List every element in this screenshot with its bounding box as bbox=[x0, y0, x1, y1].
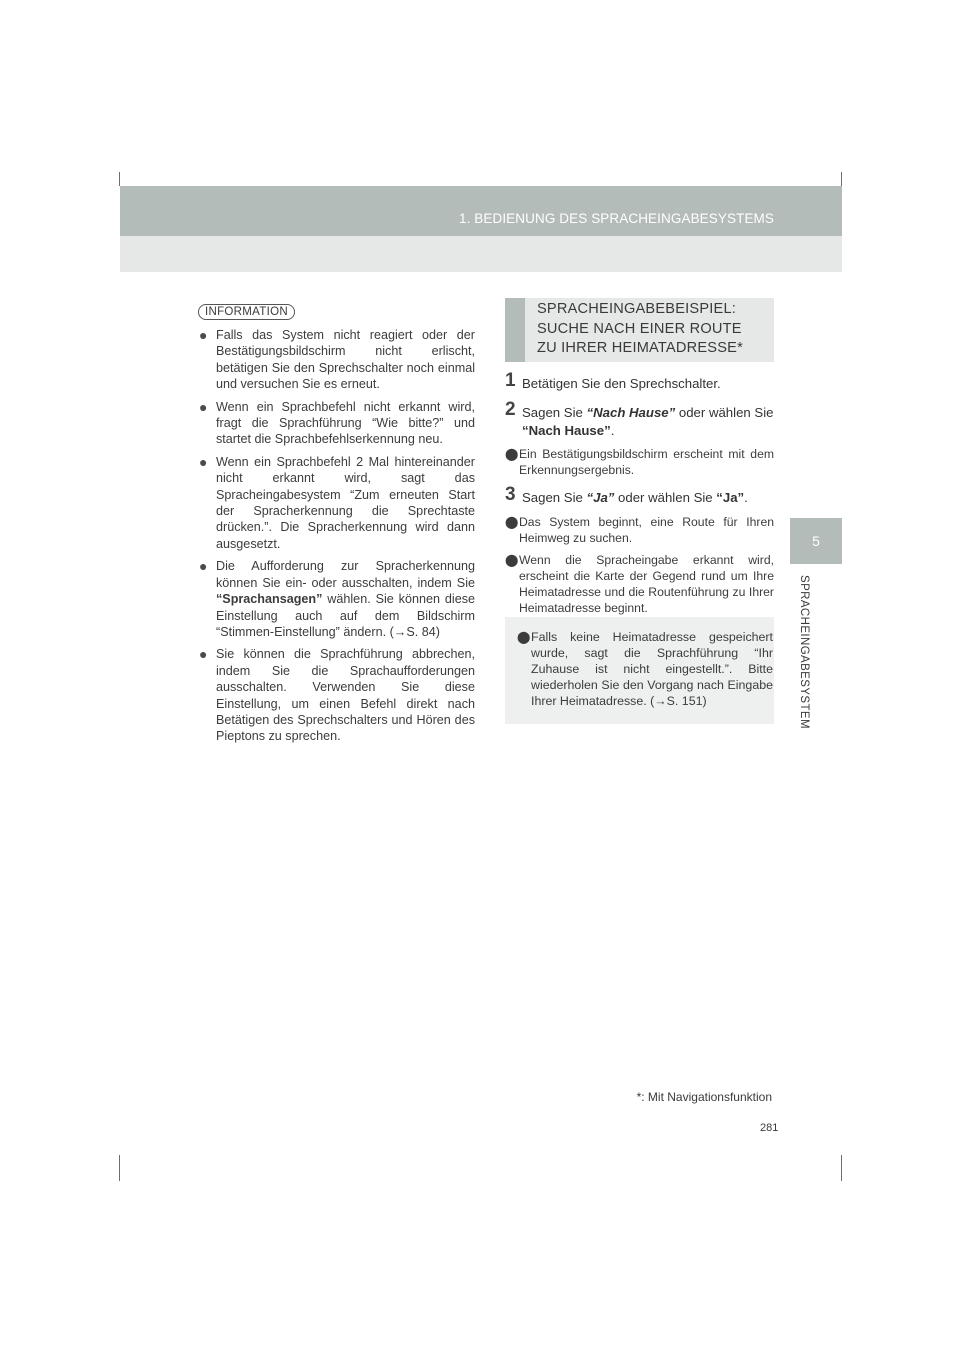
bullet-icon: ● bbox=[199, 646, 208, 663]
info-item: ● Falls das System nicht reagiert oder der Bestätigungsbildschirm nicht erlischt, betätigen Sie den Sprechschalter noch einmal und versuchen Sie es erneut. bbox=[199, 327, 475, 392]
step-number: 3 bbox=[505, 484, 516, 505]
footnote: *: Mit Navigationsfunktion bbox=[636, 1090, 772, 1104]
bullet-icon: ⬤ bbox=[505, 515, 519, 529]
example-section bbox=[505, 298, 774, 616]
crop-mark bbox=[119, 1155, 120, 1181]
crop-mark bbox=[119, 172, 120, 186]
crop-mark bbox=[841, 1155, 842, 1181]
page-number: 281 bbox=[760, 1122, 779, 1134]
info-item: ● Wenn ein Sprachbefehl 2 Mal hintereinander nicht erkannt wird, sagt das Spracheingabesystem “Zum erneuten Start der Spracherkennung die Sprechtaste drücken.”. Die Spracherkennung wird dann ausgesetzt. bbox=[199, 453, 475, 551]
result-bullet: ⬤ Das System beginnt, eine Route für Ihren Heimweg zu suchen. bbox=[505, 515, 774, 545]
section-title-bar bbox=[505, 298, 525, 362]
info-item: ● Die Aufforderung zur Spracherkennung können Sie ein- oder ausschalten, indem Sie “Sprachansagen” wählen. Sie können diese Einstellung auch auf dem Bildschirm “Stimmen-Einstellung” ändern. (→S. 84) bbox=[199, 558, 475, 639]
chapter-title: 1. BEDIENUNG DES SPRACHEINGABESYSTEMS bbox=[458, 211, 774, 226]
section-title: SPRACHEINGABEBEISPIEL: SUCHE NACH EINER ROUTE ZU IHRER HEIMATADRESSE* bbox=[505, 298, 774, 362]
option-name: “Sprachansagen” bbox=[216, 592, 323, 607]
information-block bbox=[197, 302, 475, 751]
note-bullet: ⬤ Falls keine Heimatadresse gespeichert wurde, sagt die Sprachführung “Ihr Zuhause ist nicht eingestellt.”. Bitte wiederholen Sie den Vorgang nach Eingabe Ihrer Heimatadresse. (→S. 151) bbox=[517, 630, 773, 708]
header-subband bbox=[120, 236, 842, 272]
step-number: 2 bbox=[505, 399, 516, 420]
step-2: 2 Sagen Sie “Nach Hause” oder wählen Sie “Nach Hause”. bbox=[505, 399, 774, 438]
step-number: 1 bbox=[505, 370, 516, 391]
step-1: 1 Betätigen Sie den Sprechschalter. bbox=[505, 370, 721, 391]
bullet-icon: ⬤ bbox=[505, 447, 519, 461]
information-list bbox=[197, 327, 475, 745]
info-item: ● Sie können die Sprachführung abbrechen, indem Sie die Sprachaufforderungen ausschalten. Verwenden Sie diese Einstellung, um einen Befehl direkt nach Betätigen des Sprechschalters und Hören des Pieptons zu sprechen. bbox=[199, 646, 475, 744]
chapter-number-tab: 5 bbox=[790, 518, 842, 564]
crop-mark bbox=[841, 172, 842, 186]
step-3: 3 Sagen Sie “Ja” oder wählen Sie “Ja”. bbox=[505, 484, 748, 505]
bullet-icon: ● bbox=[199, 558, 208, 575]
bullet-icon: ● bbox=[199, 398, 208, 415]
bullet-icon: ● bbox=[199, 327, 208, 343]
info-item: ● Wenn ein Sprachbefehl nicht erkannt wird, fragt die Sprachführung “Wie bitte?” und startet die Sprachbefehlserkennung neu. bbox=[199, 398, 475, 447]
bullet-icon: ⬤ bbox=[505, 553, 519, 567]
chapter-side-label: SPRACHEINGABESYSTEM bbox=[798, 575, 810, 729]
bullet-icon: ⬤ bbox=[517, 630, 531, 644]
result-bullet: ⬤ Ein Bestätigungsbildschirm erscheint mit dem Erkennungsergebnis. bbox=[505, 447, 774, 477]
bullet-icon: ● bbox=[199, 453, 208, 470]
information-label: INFORMATION bbox=[198, 304, 295, 320]
note-box bbox=[505, 617, 774, 724]
result-bullet: ⬤ Wenn die Spracheingabe erkannt wird, erscheint die Karte der Gegend rund um Ihre Heimatadresse und die Routenführung zu Ihrer Heimatadresse beginnt. bbox=[505, 553, 774, 615]
